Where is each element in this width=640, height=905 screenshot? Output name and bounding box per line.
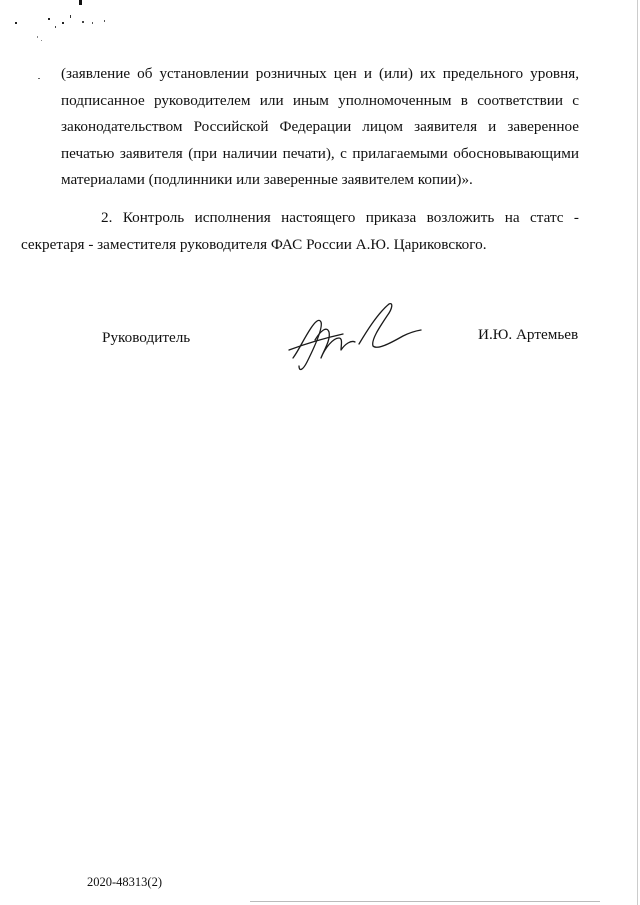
paragraph-line: 2. Контроль исполнения настоящего приказа возложить на статс - [101,209,579,226]
paragraph-line: материалами (подлинники или заверенные заявителем копии)». [61,171,473,188]
paragraph-application-description [61,61,579,194]
paragraph-line: подписанное руководителем или иным уполномоченным в соответствии с [61,91,579,109]
signer-title: Руководитель [102,329,191,346]
paragraph-line: законодательством Российской Федерации лицом заявителя и заверенное [61,118,579,135]
signer-name: И.Ю. Артемьев [478,326,579,343]
scan-edge-line [250,901,600,902]
paragraph-control-clause [21,205,579,258]
paragraph-line: печатью заявителя (при наличии печати), с прилагаемыми обосновывающими [61,144,579,162]
paragraph-line: секретаря - заместителя руководителя ФАС России А.Ю. Цариковского. [21,235,487,253]
document-number: 2020-48313(2) [87,875,162,889]
scan-edge-line [637,0,638,905]
handwritten-signature [285,300,425,375]
paragraph-line: (заявление об установлении розничных цен и (или) их предельного уровня, [61,65,579,82]
